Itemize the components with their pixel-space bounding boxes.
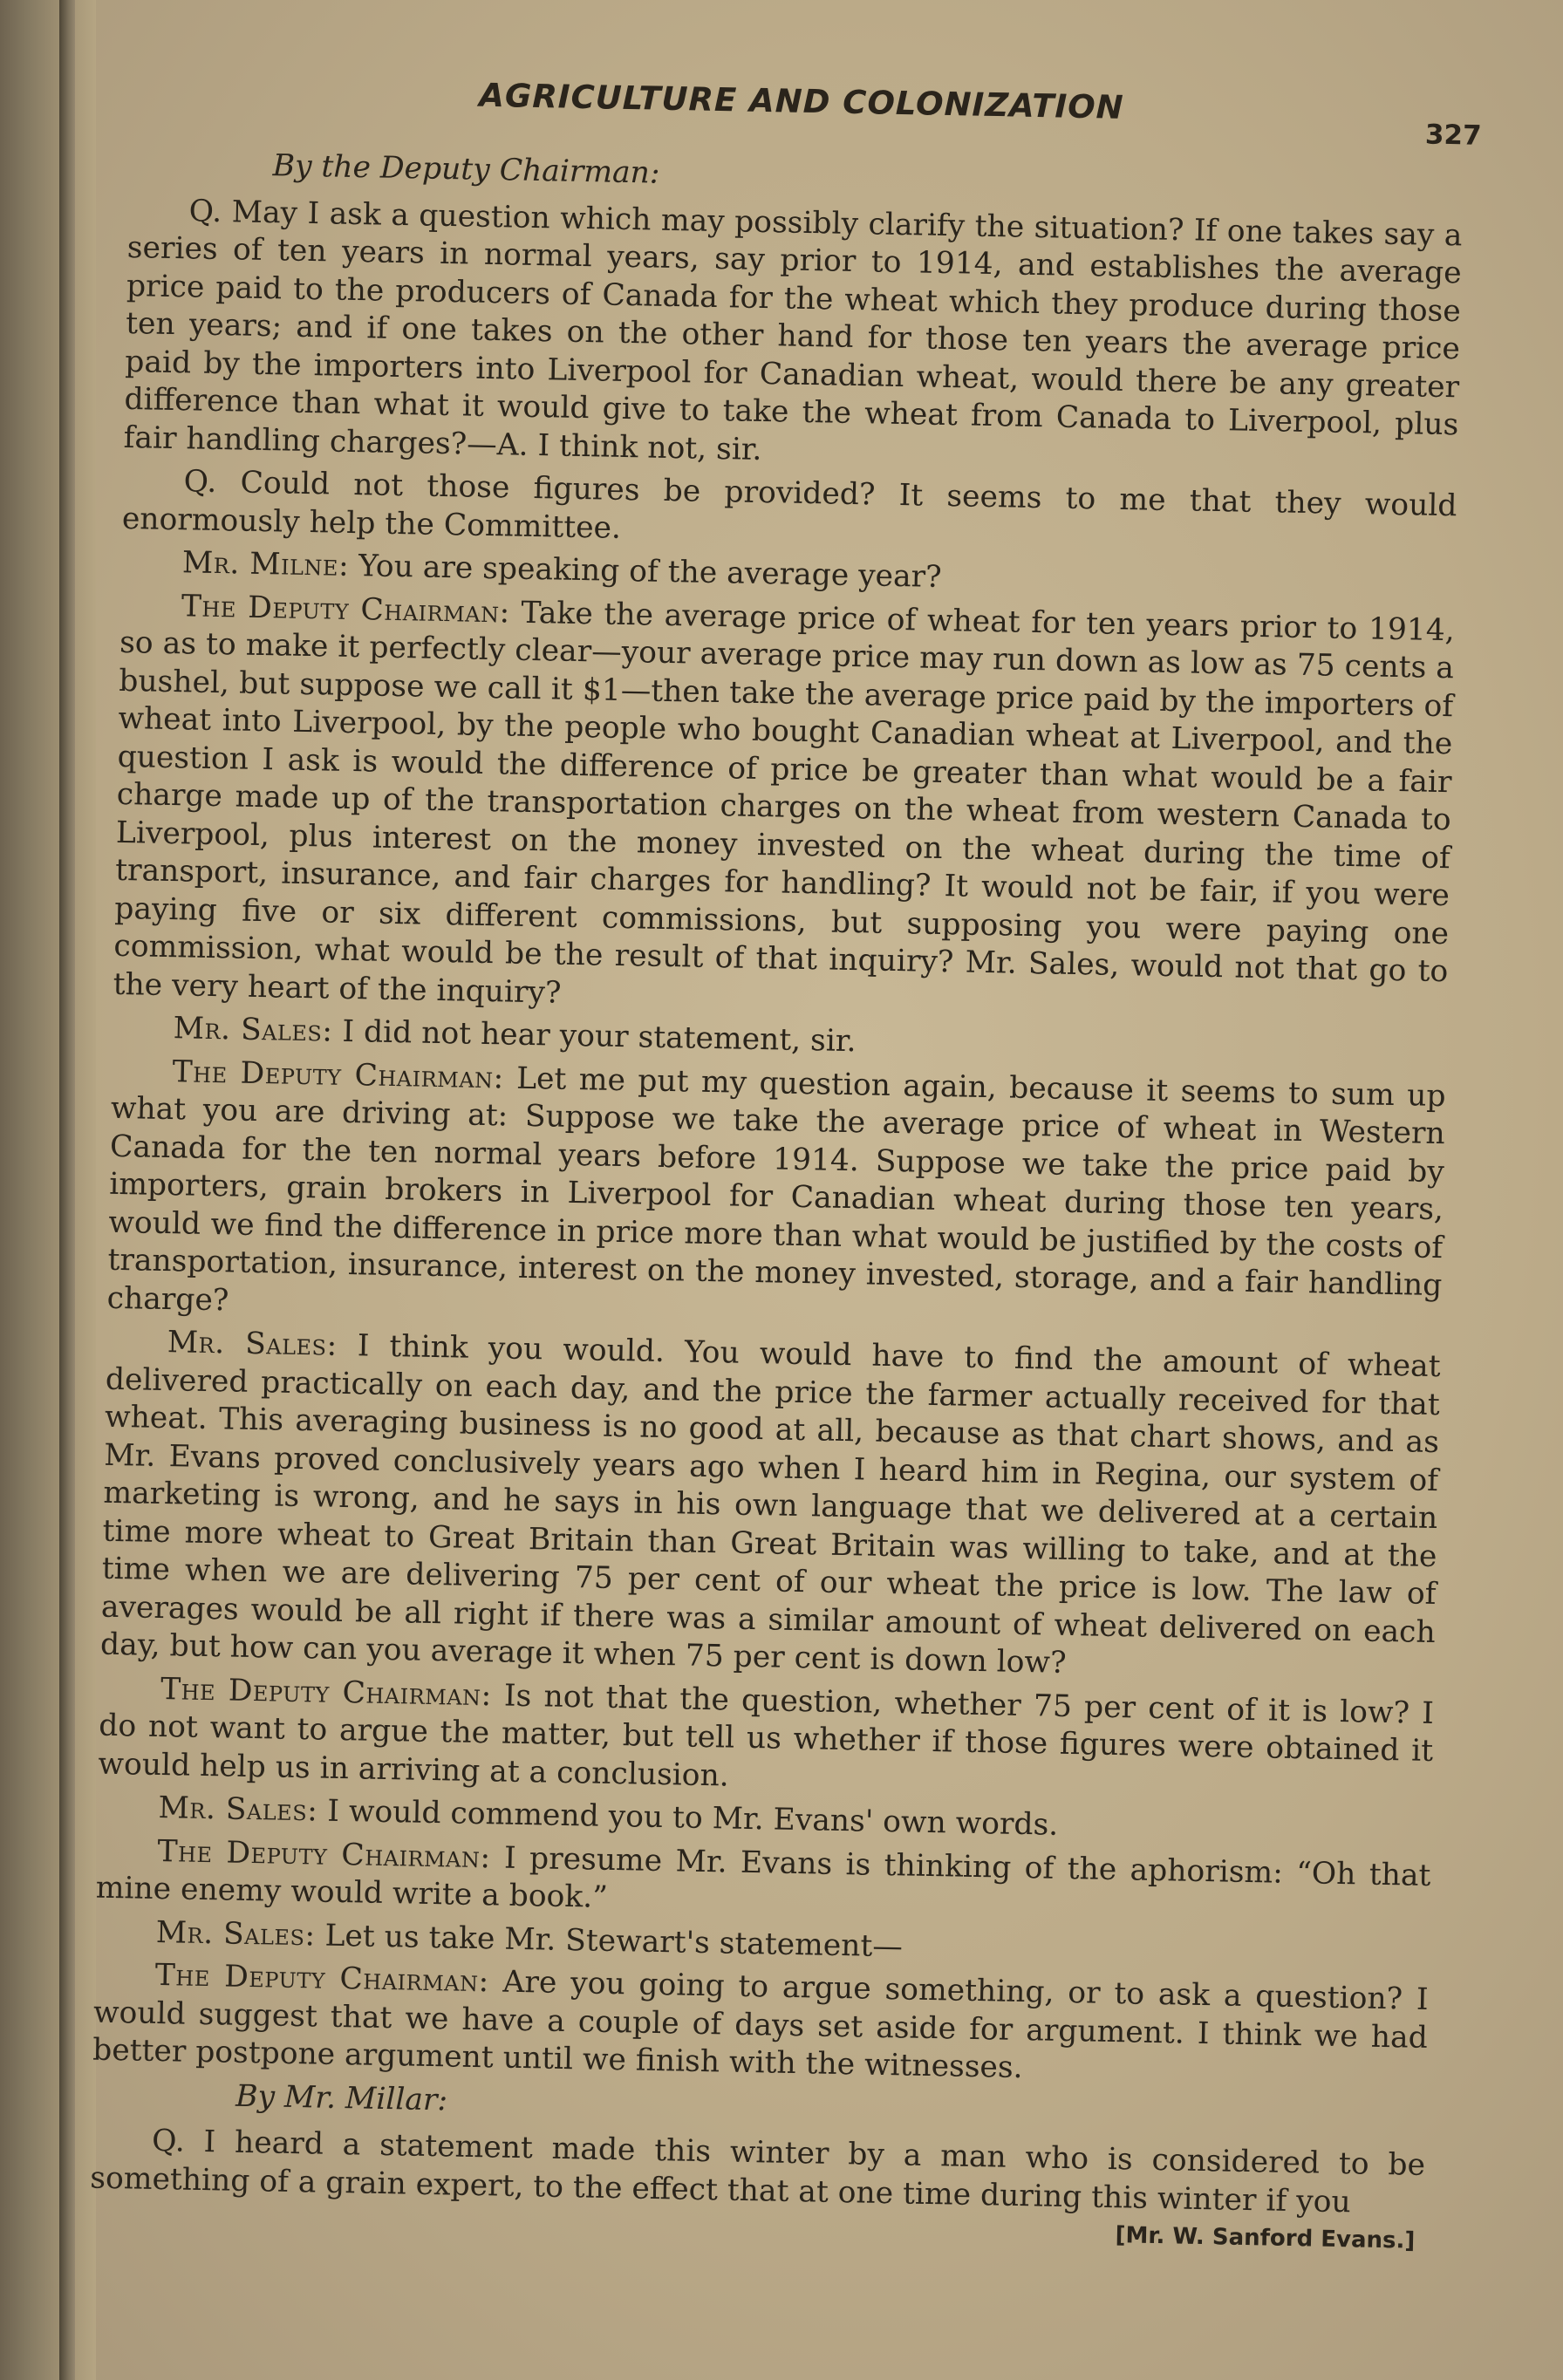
speaker-name: The Deputy Chairman: [157,1833,491,1875]
speaker-name: The Deputy Chairman: [154,1957,490,2000]
paragraph [113,586,1455,1029]
paragraph [106,1052,1446,1343]
speaker-name: Mr. Sales: [167,1325,338,1363]
page-number: 327 [1424,119,1482,152]
page-content [89,61,1482,2254]
paragraph: Q. May I ask a question which may possibly clarify the situation? If one takes say a series of ten years in normal years, say prior to 1914, and establishes the average price paid to the producers of Canada for the wheat which they produce during those ten years; and if one takes on the other hand for those ten years the average price paid by the importers into Liverpool for Canadian wheat, would there be any greater difference than what it would give to take the wheat from Canada to Liverpool, plus fair handling charges?—A. I think not, sir. [123,193,1463,467]
speaker-name: Mr. Sales: [155,1914,316,1953]
speech-text: I think you would. You would have to find the amount of wheat delivered practically on each day, and the price the farmer actually received for that wheat. This averaging business is no good at all, because as that chart shows, and as Mr. Evans proved conclusively years ago when I heard him in Regina, our system of marketing is wrong, and he says in his own language that we delivered at a certain time more wheat to Great Britain than Great Britain was willing to take, and at the time when we are delivering 75 per cent of our wheat the price is low. The law of averages would be all right if there was a similar amount of wheat delivered on each day, but how can you average it when 75 per cent is down low? [99,1327,1441,1681]
speaker-name: Mr. Sales: [158,1790,318,1829]
speaker-name: The Deputy Chairman: [172,1054,505,1095]
paragraph: Q. I heard a statement made this winter by a man who is considered to be something of a grain expert, to the effect that at one time during this winter if you [90,2123,1426,2220]
speaker-name: The Deputy Chairman: [181,588,511,630]
binding-gutter [0,0,96,2380]
section-heading: By the Deputy Chairman: [272,148,660,191]
speech-text: Let me put my question again, because it seems to sum up what you are driving at: Suppose we take the average price of wheat in Western Canada for the ten normal years before 1914. Suppose we take the price paid by importers, grain brokers in Liverpool for Canadian wheat during those ten years, would we find the difference in price more than what would be justified by the costs of transportation, insurance, interest on the money invested, storage, and a fair handling charge? [106,1060,1446,1318]
section-heading: By Mr. Millar: [235,2078,448,2117]
paragraph [92,1956,1429,2096]
speech-text: I presume Mr. Evans is thinking of the aphorism: “Oh that mine enemy would write a book.” [95,1839,1431,1915]
speech-text: I would commend you to Mr. Evans' own words. [317,1793,1059,1843]
paragraph [100,1323,1441,1690]
speech-text: I did not hear your statement, sir. [332,1013,857,1060]
speech-text: Take the average price of wheat for ten years prior to 1914, so as to make it perfectly clear—your average price may run down as low as 75 cents a bushel, but suppose we call it $1—then take the average price paid by the importers of wheat into Liverpool, by the people who bought Canadian wheat at Liverpool, and the question I ask is would the difference of price be greater than what would be a fair charge made up of the transportation charges on the wheat from western Canada to Liverpool, plus interest on the money invested on the wheat during the time of transport, insurance, and fair charges for handling? It would not be fair, if you were paying five or six different commissions, but supposing you were paying one commission, what would be the result of that inquiry? Mr. Sales, would not that go to the very heart of the inquiry? [113,594,1456,1011]
paragraph: Q. Could not those figures be provided? It seems to me that they would enormously help the Committee. [121,464,1457,546]
speech-text: You are speaking of the average year? [348,548,942,595]
speaker-name: The Deputy Chairman: [160,1671,493,1713]
speaker-name: Mr. Milne: [181,545,350,583]
running-title: AGRICULTURE AND COLONIZATION [478,76,1125,126]
binding-edge [59,0,75,2380]
body-text [90,145,1464,2223]
witness-footer: [Mr. W. Sanford Evans.] [1115,2222,1416,2254]
speech-text: Let us take Mr. Stewart's statement— [315,1917,904,1964]
speech-text: Are you going to argue something, or to ask a question? I would suggest that we have a couple of days set aside for argument. I think we had better postpone argument until we finish with the witnesses. [92,1964,1429,2086]
speaker-name: Mr. Sales: [173,1011,333,1049]
paragraph [98,1669,1434,1809]
speech-text: Is not that the question, whether 75 per cent of it is low? I do not want to argue the matter, but tell us whether if those figures were obtained it would help us in arriving at a conclusion. [98,1677,1435,1794]
